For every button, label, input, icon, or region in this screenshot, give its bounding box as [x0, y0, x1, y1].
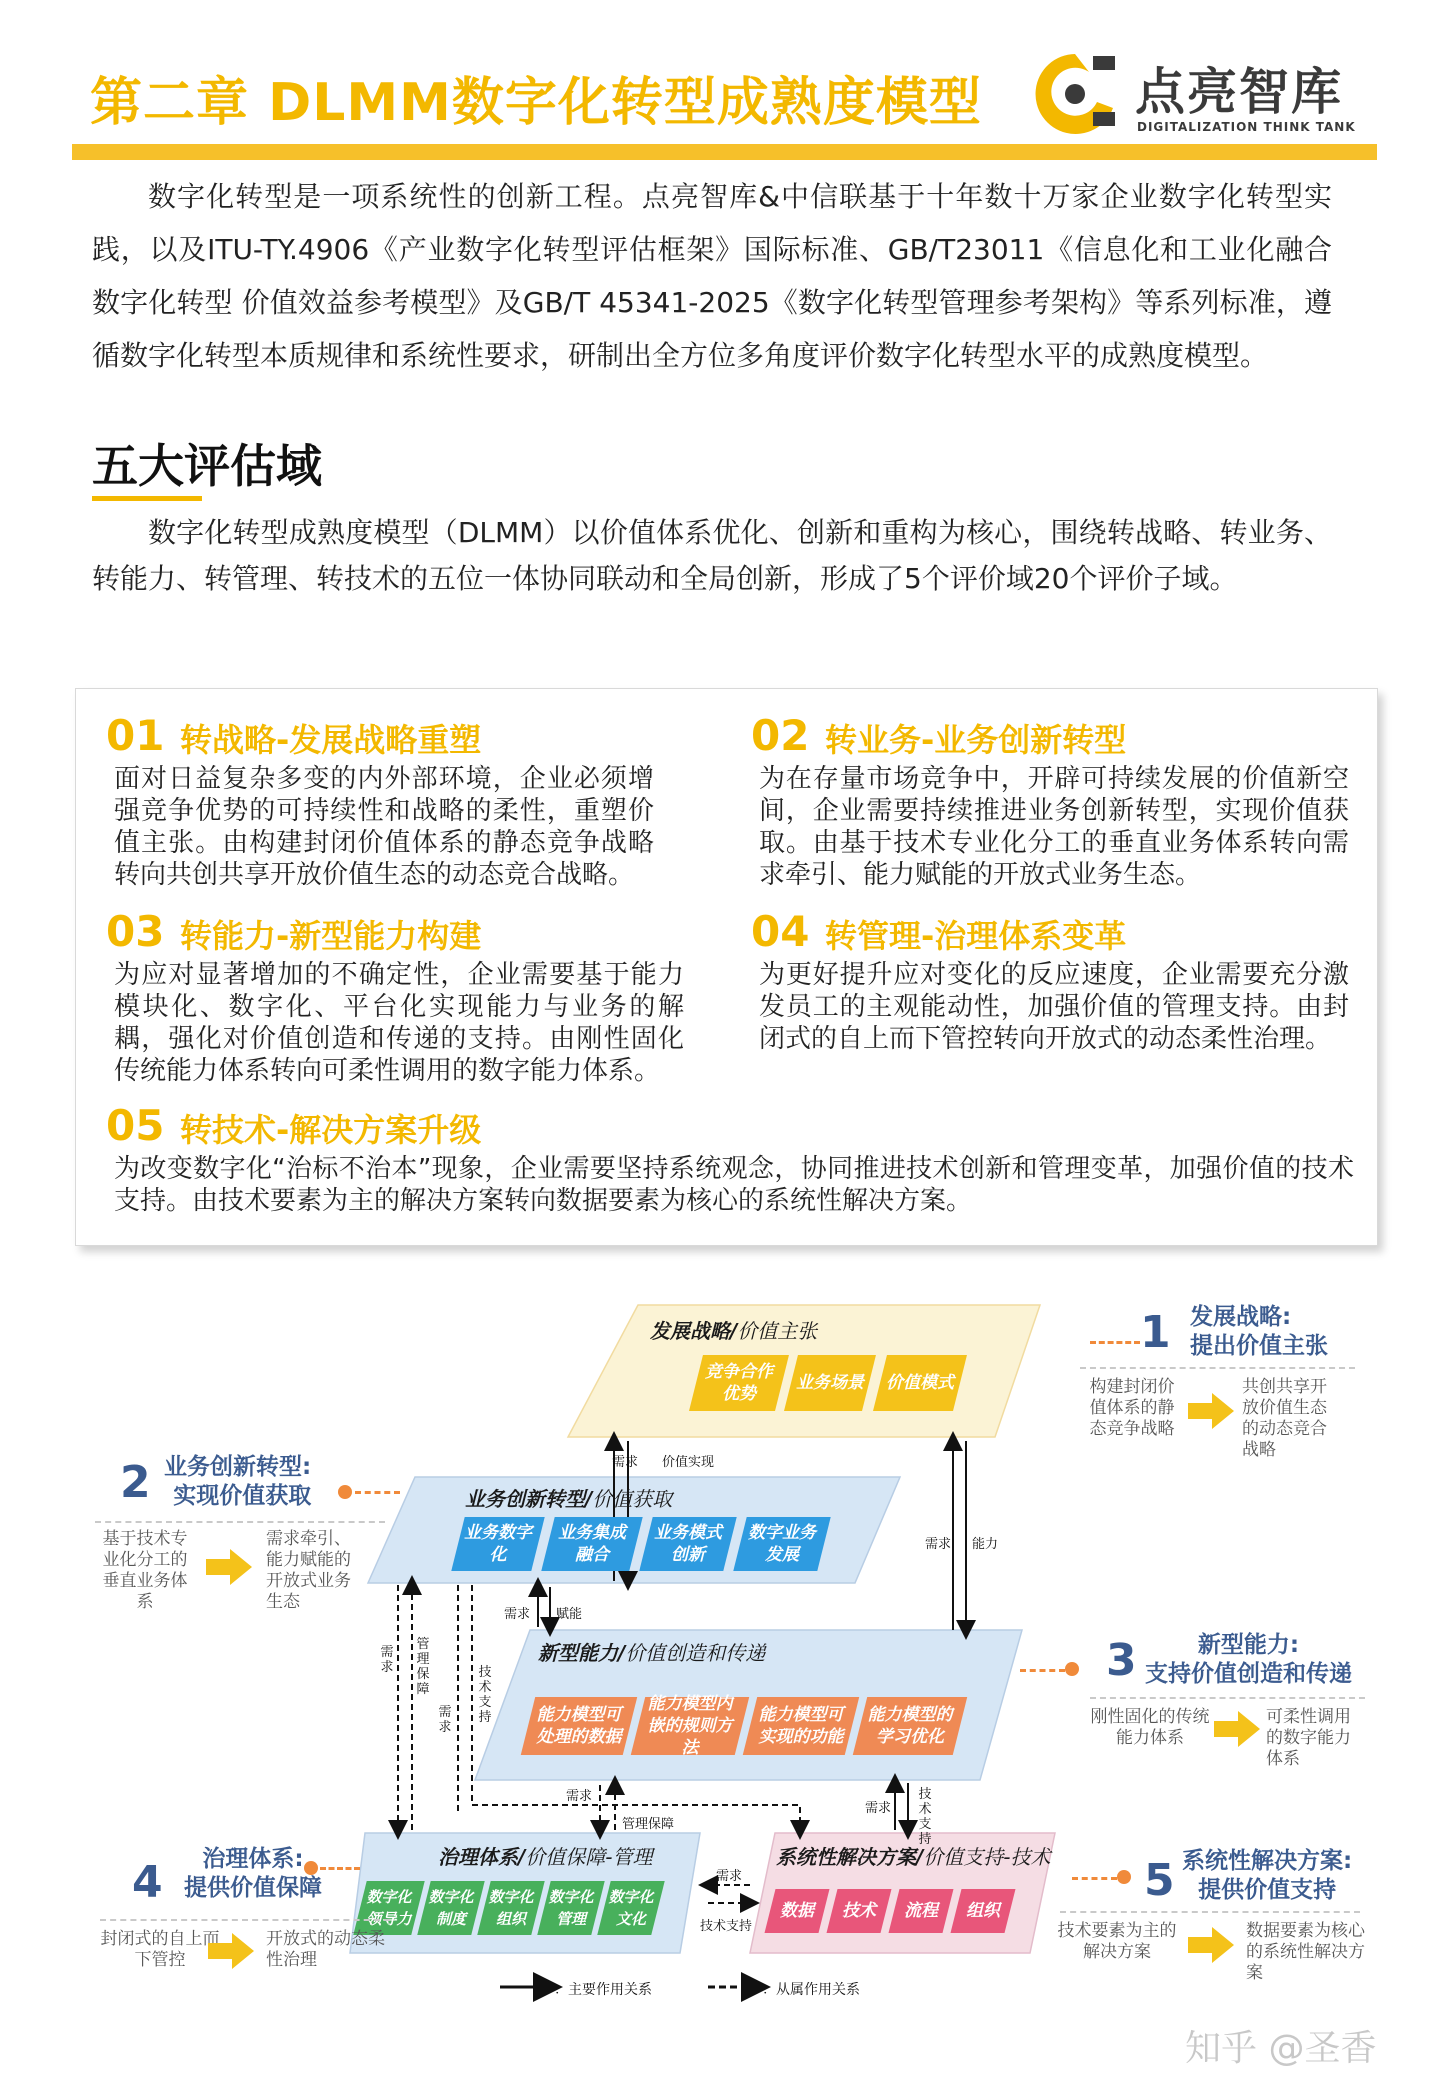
legend-main: ：主要作用关系: [554, 1982, 652, 1998]
chip-capability-learning: 能力模型的学习优化: [853, 1697, 967, 1755]
chip-data: 数据: [765, 1889, 830, 1933]
plane-label-business: 业务创新转型/价值获取: [465, 1487, 673, 1511]
side-4-dot: [304, 1861, 318, 1875]
side-2-separator: [95, 1521, 385, 1523]
domain-text: 面对日益复杂多变的内外部环境，企业必须增强竞争优势的可持续性和战略的柔性，重塑价值主张。由构建封闭价值体系的静态竞争战略转向共创共享开放价值生态的动态竞合战略。: [114, 764, 654, 890]
flow-label-demand-left2: 需求: [438, 1705, 452, 1735]
plane-label-capability: 新型能力/价值创造和传递: [538, 1641, 766, 1665]
side-1-number: 1: [1140, 1307, 1171, 1358]
side-3-arrow-icon: [1214, 1709, 1260, 1749]
chip-technology: 技术: [827, 1889, 892, 1933]
domain-title: 转业务-业务创新转型: [825, 721, 1127, 759]
side-5-title: 系统性解决方案: 提供价值支持: [1182, 1848, 1353, 1903]
flow-label-mgmt-gov: 管理保障: [622, 1817, 675, 1832]
chip-digital-management: 数字化管理: [537, 1881, 604, 1935]
logo: [1027, 46, 1377, 142]
flow-label-demand: 需求: [612, 1455, 639, 1470]
domain-text: 为在存量市场竞争中，开辟可持续发展的价值新空间，企业需要持续推进业务创新转型，实现价值获取。由基于技术专业化分工的垂直业务体系转向需求牵引、能力赋能的开放式业务生态。: [759, 764, 1349, 890]
section-paragraph: 数字化转型成熟度模型（DLMM）以价值体系优化、创新和重构为核心，围绕转战略、转业务、转能力、转管理、转技术的五位一体协同联动和全局创新，形成了5个评价域20个评价子域。: [92, 516, 1332, 595]
side-3-dash: [1020, 1669, 1065, 1672]
side-3-title: 新型能力: 支持价值创造和传递: [1145, 1632, 1352, 1687]
domain-text: 为更好提升应对变化的反应速度，企业需要充分激发员工的主观能动性，加强价值的管理支持。由封闭式的自上而下管控转向开放式的动态柔性治理。: [759, 960, 1349, 1054]
flow-label-tech-sol: 技术支持: [918, 1787, 932, 1847]
side-4-arrow-icon: [208, 1931, 254, 1971]
side-2-title: 业务创新转型: 实现价值获取: [164, 1454, 312, 1509]
domain-title: 转战略-发展战略重塑: [180, 721, 482, 759]
side-5-dot: [1117, 1870, 1131, 1884]
side-5-from: 技术要素为主的解决方案: [1057, 1921, 1177, 1962]
plane-label-strategy: 发展战略/价值主张: [650, 1319, 818, 1343]
side-5-separator: [1060, 1911, 1360, 1913]
section-underline: [92, 496, 202, 501]
side-5-arrow-icon: [1188, 1925, 1234, 1965]
flow-label-demand-mid: 需求: [504, 1607, 531, 1622]
chip-organization: 组织: [951, 1889, 1016, 1933]
side-5-dash: [1072, 1877, 1117, 1880]
side-1-dash: [1090, 1341, 1140, 1344]
side-3-to: 可柔性调用的数字能力体系: [1266, 1707, 1351, 1769]
chapter-header: [72, 40, 1377, 160]
flow-label-demand-sol: 需求: [865, 1801, 892, 1816]
domain-05: [106, 1101, 1356, 1231]
flow-label-demand-left: 需求: [380, 1645, 394, 1675]
side-5-to: 数据要素为核心的系统性解决方案: [1246, 1921, 1365, 1983]
side-4-number: 4: [132, 1857, 163, 1908]
flow-label-tech-left: 技术支持: [478, 1665, 492, 1725]
logo-subtitle: DIGITALIZATION THINK TANK: [1137, 120, 1356, 134]
chip-digital-system: 数字化制度: [417, 1881, 484, 1935]
side-1-title: 发展战略: 提出价值主张: [1190, 1304, 1328, 1359]
flow-label-demand-gs: 需求: [716, 1869, 743, 1884]
side-3-number: 3: [1106, 1635, 1137, 1686]
chip-business-scenario: 业务场景: [784, 1355, 876, 1411]
side-4-from: 封闭式的自上而下管控: [100, 1929, 220, 1970]
flow-label-capability: 能力: [972, 1537, 999, 1552]
flow-label-value-realize: 价值实现: [662, 1455, 715, 1470]
side-2-arrow-icon: [206, 1547, 252, 1587]
chip-value-model: 价值模式: [873, 1355, 967, 1411]
domain-01: [106, 711, 716, 901]
logo-mark-icon: [1027, 46, 1123, 142]
chip-digital-leadership: 数字化领导力: [353, 1881, 424, 1935]
legend-sub: ：从属作用关系: [762, 1982, 860, 1998]
flow-label-demand-right: 需求: [925, 1537, 952, 1552]
header-rule: [72, 144, 1377, 160]
side-5-number: 5: [1144, 1855, 1175, 1906]
domain-number: 05: [106, 1101, 165, 1150]
domain-04: [751, 907, 1361, 1067]
side-4-to: 开放式的动态柔性治理: [266, 1929, 385, 1970]
section-title: 五大评估域: [92, 439, 322, 493]
chip-digital-organization: 数字化组织: [477, 1881, 544, 1935]
side-1-arrow-icon: [1188, 1391, 1234, 1431]
side-3-from: 刚性固化的传统能力体系: [1090, 1707, 1210, 1748]
dlmm-diagram: [60, 1285, 1390, 2005]
chip-process: 流程: [889, 1889, 954, 1933]
chip-business-digitalization: 业务数字化: [451, 1517, 544, 1571]
side-2-number: 2: [120, 1457, 151, 1508]
domain-number: 04: [751, 907, 810, 956]
chip-business-integration: 业务集成融合: [541, 1517, 642, 1571]
intro-paragraph: 数字化转型是一项系统性的创新工程。点亮智库&中信联基于十年数十万家企业数字化转型实践，以及ITU-TY.4906《产业数字化转型评估框架》国际标准、GB/T23011《信息化和工业化融合 数字化转型 价值效益参考模型》及GB/T 45341-2025《数字化转型管理参考架构》等系列标准，遵循数字化转型本质规律和系统性要求，研制出全方位多角度评价数字化转型水平的成熟度模型。: [92, 180, 1332, 372]
chip-capability-rules: 能力模型内嵌的规则方法: [631, 1697, 749, 1755]
plane-label-governance: 治理体系/价值保障-管理: [438, 1845, 653, 1869]
side-2-dot: [338, 1485, 352, 1499]
domain-text: 为改变数字化“治标不治本”现象，企业需要坚持系统观念，协同推进技术创新和管理变革，加强价值的技术支持。由技术要素为主的解决方案转向数据要素为核心的系统性解决方案。: [114, 1154, 1354, 1216]
chapter-title: 第二章 DLMM数字化转型成熟度模型: [90, 73, 982, 133]
side-4-separator: [100, 1919, 390, 1921]
logo-name: 点亮智库: [1135, 63, 1343, 121]
domain-03: [106, 907, 716, 1097]
domain-number: 03: [106, 907, 165, 956]
domain-02: [751, 711, 1361, 901]
domains-box: [75, 688, 1378, 1246]
domain-title: 转能力-新型能力构建: [180, 917, 482, 955]
domain-number: 02: [751, 711, 810, 760]
side-1-to: 共创共享开放价值生态的动态竞合战略: [1242, 1377, 1327, 1460]
chip-competitive-advantage: 竞争合作优势: [689, 1355, 789, 1411]
domain-title: 转管理-治理体系变革: [825, 917, 1127, 955]
watermark: 知乎 @圣香: [1185, 2028, 1377, 2069]
flow-label-tech-gs: 技术支持: [700, 1919, 753, 1934]
flow-label-empower: 赋能: [556, 1607, 583, 1622]
domain-number: 01: [106, 711, 165, 760]
chip-digital-culture: 数字化文化: [597, 1881, 664, 1935]
side-4-dash: [320, 1867, 360, 1870]
side-2-dash: [355, 1491, 400, 1494]
chip-capability-functions: 能力模型可实现的功能: [743, 1697, 859, 1755]
chip-digital-business: 数字业务发展: [733, 1517, 830, 1571]
side-2-to: 需求牵引、能力赋能的开放式业务生态: [266, 1529, 351, 1612]
side-1-from: 构建封闭价值体系的静态竞争战略: [1089, 1377, 1175, 1439]
chip-capability-data: 能力模型可处理的数据: [521, 1697, 637, 1755]
domain-title: 转技术-解决方案升级: [180, 1111, 482, 1149]
domain-text: 为应对显著增加的不确定性，企业需要基于能力模块化、数字化、平台化实现能力与业务的解耦，强化对价值创造和传递的支持。由刚性固化传统能力体系转向可柔性调用的数字能力体系。: [114, 960, 684, 1086]
flow-label-mgmt-left: 管理保障: [416, 1637, 430, 1697]
side-2-from: 基于技术专业化分工的垂直业务体系: [102, 1529, 188, 1612]
chip-business-model-innovation: 业务模式创新: [639, 1517, 736, 1571]
flow-label-demand-gov: 需求: [566, 1789, 593, 1804]
side-4-title: 治理体系: 提供价值保障: [184, 1846, 322, 1901]
side-3-dot: [1065, 1662, 1079, 1676]
side-1-separator: [1080, 1367, 1355, 1369]
side-3-separator: [1090, 1697, 1365, 1699]
plane-label-solution: 系统性解决方案/价值支持-技术: [776, 1845, 1051, 1869]
